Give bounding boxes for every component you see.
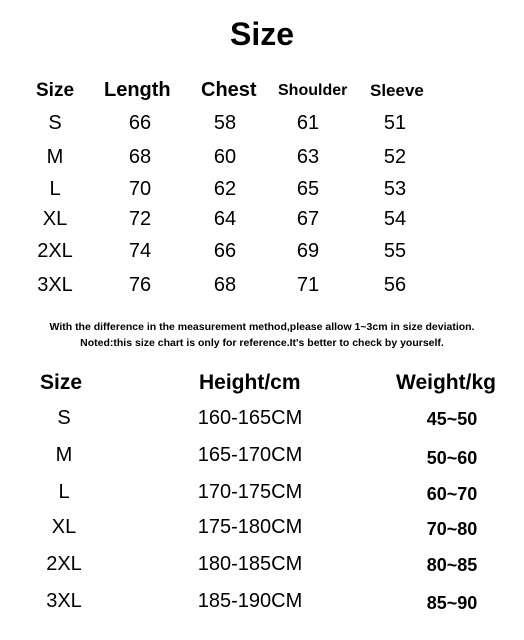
- header-chest: Chest: [201, 79, 257, 101]
- cell-size: S: [57, 407, 71, 429]
- cell-size: XL: [42, 208, 68, 230]
- cell-weight: 60~70: [426, 484, 478, 504]
- cell-length: 72: [128, 208, 152, 230]
- cell-length: 70: [128, 178, 152, 200]
- cell-length: 68: [128, 146, 152, 168]
- cell-shoulder: 69: [296, 240, 320, 262]
- cell-shoulder: 71: [296, 274, 320, 296]
- cell-chest: 62: [213, 178, 237, 200]
- cell-size: 2XL: [46, 553, 82, 575]
- cell-chest: 68: [213, 274, 237, 296]
- note-deviation: With the difference in the measurement method,please allow 1~3cm in size deviation.: [49, 321, 475, 333]
- cell-length: 66: [128, 112, 152, 134]
- cell-weight: 70~80: [426, 519, 478, 539]
- header-weight: Weight/kg: [396, 371, 496, 394]
- header-length: Length: [104, 79, 171, 101]
- cell-height: 180-185CM: [197, 553, 303, 575]
- cell-size: 3XL: [37, 274, 73, 296]
- header-height: Height/cm: [199, 371, 301, 394]
- header-size: Size: [40, 371, 83, 394]
- cell-weight: 50~60: [426, 448, 478, 468]
- cell-chest: 66: [213, 240, 237, 262]
- cell-size: S: [48, 112, 62, 134]
- cell-sleeve: 54: [383, 208, 407, 230]
- cell-chest: 64: [213, 208, 237, 230]
- cell-height: 170-175CM: [197, 481, 303, 503]
- cell-size: 2XL: [37, 240, 73, 262]
- cell-weight: 45~50: [426, 409, 478, 429]
- cell-chest: 58: [213, 112, 237, 134]
- note-reference: Noted:this size chart is only for reference.It's better to check by yourself.: [80, 337, 444, 349]
- cell-sleeve: 56: [383, 274, 407, 296]
- cell-shoulder: 61: [296, 112, 320, 134]
- cell-height: 165-170CM: [197, 444, 303, 466]
- cell-size: M: [55, 444, 73, 466]
- cell-sleeve: 51: [383, 112, 407, 134]
- cell-sleeve: 55: [383, 240, 407, 262]
- cell-shoulder: 65: [296, 178, 320, 200]
- cell-size: L: [58, 481, 70, 503]
- cell-sleeve: 52: [383, 146, 407, 168]
- cell-size: XL: [51, 516, 77, 538]
- header-size: Size: [36, 80, 75, 101]
- cell-weight: 85~90: [426, 593, 478, 613]
- cell-chest: 60: [213, 146, 237, 168]
- cell-sleeve: 53: [383, 178, 407, 200]
- cell-shoulder: 67: [296, 208, 320, 230]
- cell-size: L: [49, 178, 61, 200]
- cell-length: 76: [128, 274, 152, 296]
- cell-shoulder: 63: [296, 146, 320, 168]
- cell-weight: 80~85: [426, 555, 478, 575]
- cell-height: 175-180CM: [197, 516, 303, 538]
- page-title: Size: [229, 16, 295, 52]
- cell-size: M: [46, 146, 64, 168]
- cell-length: 74: [128, 240, 152, 262]
- cell-size: 3XL: [46, 590, 82, 612]
- header-shoulder: Shoulder: [278, 82, 348, 99]
- cell-height: 185-190CM: [197, 590, 303, 612]
- cell-height: 160-165CM: [197, 407, 303, 429]
- header-sleeve: Sleeve: [370, 81, 424, 100]
